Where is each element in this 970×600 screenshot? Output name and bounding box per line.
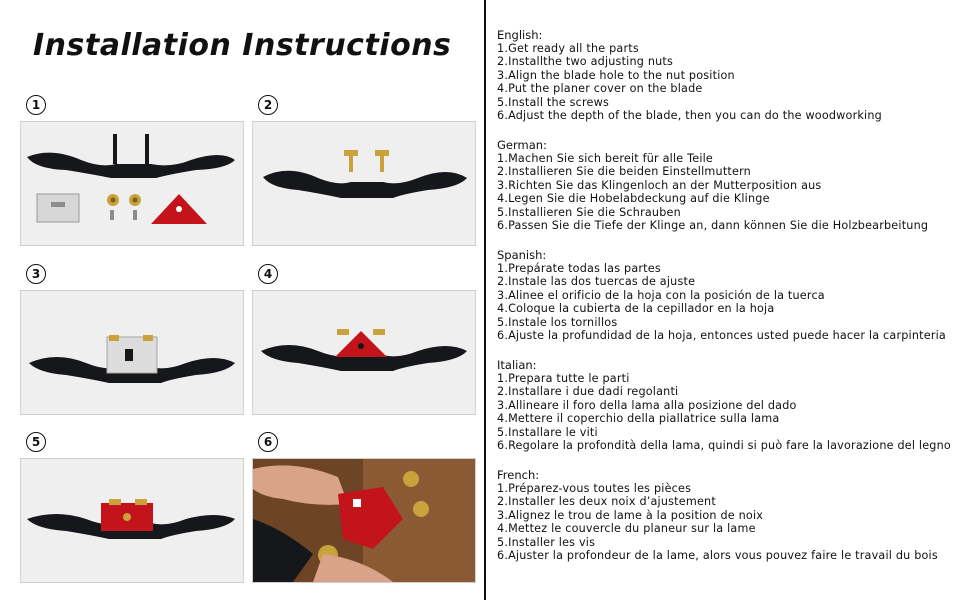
lang-french (497, 468, 962, 578)
instruction-item: 3.Allineare il foro della lama alla posizione del dado (497, 398, 797, 412)
instruction-item: 1.Prepárate todas las partes (497, 262, 661, 275)
instruction-item: 2.Instale las dos tuercas de ajuste (497, 275, 696, 289)
instruction-item: 4.Coloque la cubierta de la cepillador en la hoja (497, 302, 775, 316)
translations-panel (497, 28, 962, 578)
instruction-item: 2.Installieren Sie die beiden Einstellmuttern (497, 165, 751, 179)
instruction-item: 6.Ajuste la profundidad de la hoja, entonces usted puede hacer la carpinteria (497, 329, 946, 343)
instruction-item: 1.Get ready all the parts (497, 42, 639, 55)
instruction-item: 3.Align the blade hole to the nut position (497, 68, 735, 82)
lang-heading: French: (497, 468, 540, 482)
instruction-item: 1.Machen Sie sich bereit für alle Teile (497, 152, 714, 165)
step-number-badge: 5 (26, 432, 46, 452)
vertical-divider (484, 0, 486, 600)
instruction-item: 4.Mettez le couvercle du planeur sur la lame (497, 522, 756, 536)
instruction-item: 6.Regolare la profondità della lama, quindi si può fare la lavorazione del legno (497, 439, 951, 453)
instruction-item: 6.Ajuster la profondeur de la lame, alors vous pouvez faire le travail du bois (497, 549, 938, 563)
lang-heading: English: (497, 28, 543, 42)
lang-italian (497, 358, 962, 468)
instruction-item: 2.Installare i due dadi regolanti (497, 385, 679, 399)
step-number-badge: 2 (258, 95, 278, 115)
step-2-photo (252, 121, 476, 246)
instruction-item: 5.Installer les vis (497, 535, 596, 549)
step-number-badge: 6 (258, 432, 278, 452)
step-5-photo (20, 458, 244, 583)
step-number-badge: 1 (26, 95, 46, 115)
lang-spanish (497, 248, 962, 358)
step-3-photo (20, 290, 244, 415)
instruction-item: 6.Adjust the depth of the blade, then you can do the woodworking (497, 109, 882, 123)
instruction-item: 4.Legen Sie die Hobelabdeckung auf die Klinge (497, 192, 770, 206)
instruction-item: 2.Installthe two adjusting nuts (497, 55, 674, 69)
instruction-item: 3.Richten Sie das Klingenloch an der Mutterposition aus (497, 178, 822, 192)
step-number-badge: 3 (26, 264, 46, 284)
instruction-item: 2.Installer les deux noix d’ajustement (497, 495, 716, 509)
lang-heading: Spanish: (497, 248, 547, 262)
instruction-item: 1.Prepara tutte le parti (497, 372, 630, 385)
instructions-panel (0, 0, 484, 600)
lang-heading: Italian: (497, 358, 537, 372)
instruction-item: 1.Préparez-vous toutes les pièces (497, 482, 692, 495)
instruction-item: 5.Installieren Sie die Schrauben (497, 205, 681, 219)
instruction-item: 3.Alinee el orificio de la hoja con la posición de la tuerca (497, 288, 825, 302)
step-1-photo (20, 121, 244, 246)
instruction-item: 6.Passen Sie die Tiefe der Klinge an, dann können Sie die Holzbearbeitung (497, 219, 929, 233)
instruction-item: 5.Instale los tornillos (497, 315, 618, 329)
lang-english (497, 28, 962, 138)
lang-german (497, 138, 962, 248)
lang-heading: German: (497, 138, 547, 152)
step-6-photo (252, 458, 476, 583)
step-4-photo (252, 290, 476, 415)
instruction-item: 5.Installare le viti (497, 425, 598, 439)
instruction-item: 3.Alignez le trou de lame à la position de noix (497, 508, 764, 522)
instruction-item: 4.Put the planer cover on the blade (497, 82, 703, 96)
step-number-badge: 4 (258, 264, 278, 284)
instruction-item: 4.Mettere il coperchio della piallatrice sulla lama (497, 412, 780, 426)
instruction-item: 5.Install the screws (497, 95, 610, 109)
page-title: Installation Instructions (33, 28, 452, 63)
